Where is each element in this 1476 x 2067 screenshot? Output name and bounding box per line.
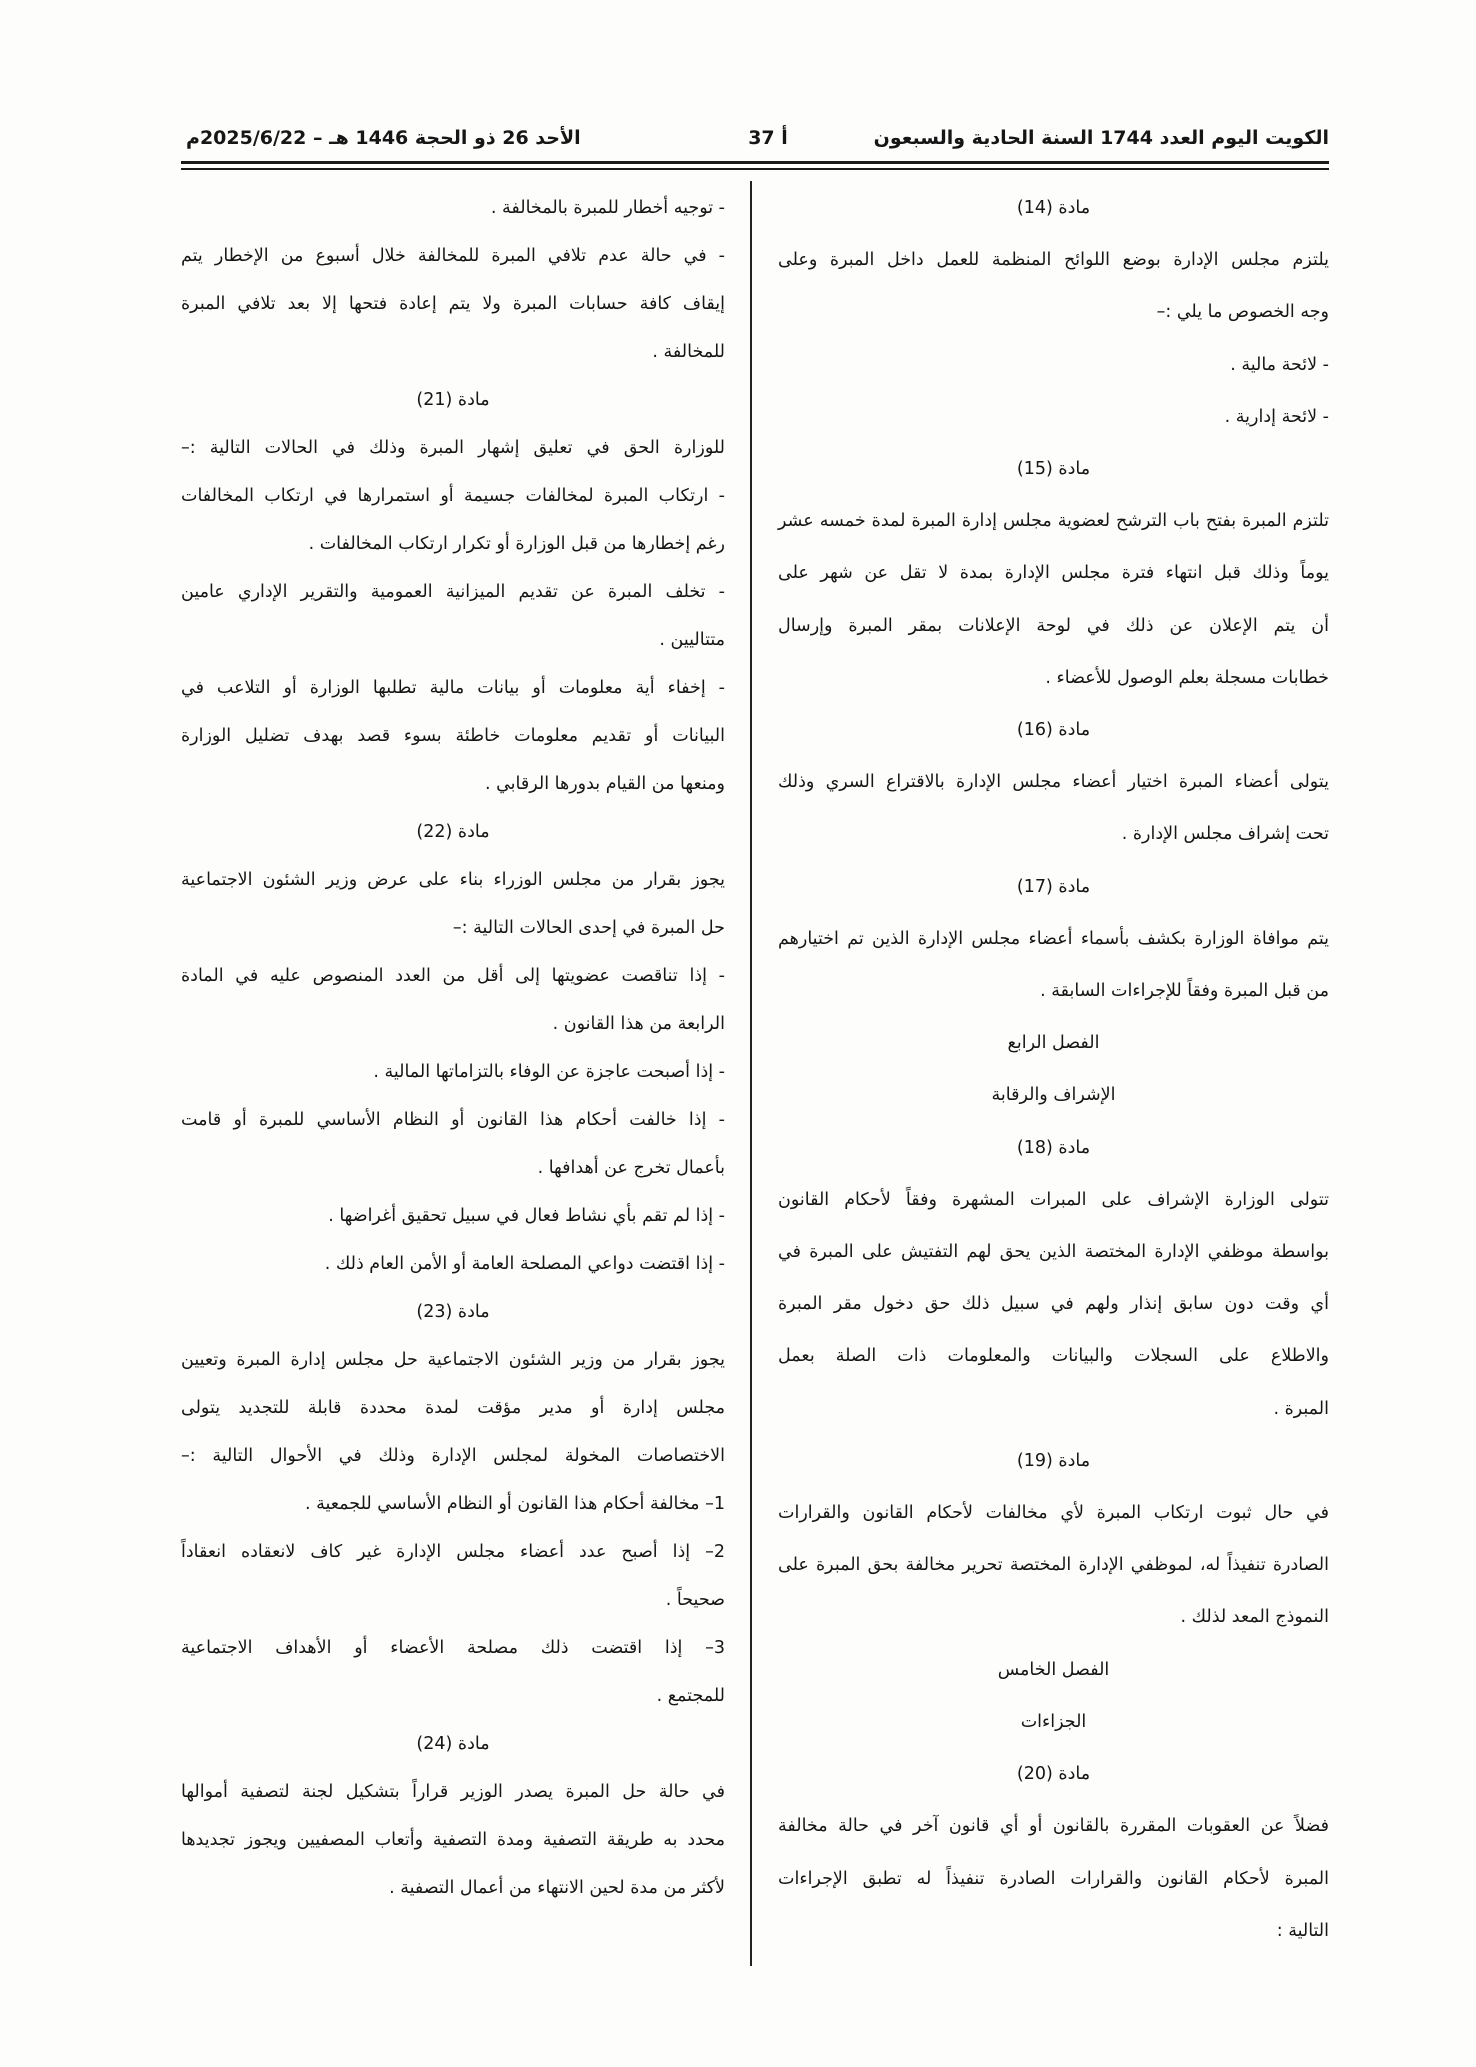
text-line: بأعمال تخرج عن أهدافها . [537,1158,725,1178]
left-column [181,184,725,1912]
list-item: - ارتكاب المبرة لمخالفات جسيمة أو استمرارها في ارتكاب المخالفات [181,486,725,506]
text-line: وجه الخصوص ما يلي :– [1156,302,1329,323]
chapter-title: الإشراف والرقابة [991,1085,1116,1106]
text-line: أن يتم الإعلان عن ذلك في لوحة الإعلانات بمقر المبرة وإرسال [778,615,1329,636]
list-item: - لائحة إدارية . [1224,406,1329,427]
text-line: تحت إشراف مجلس الإدارة . [1121,824,1329,845]
text-line: محدد به طريقة التصفية ومدة التصفية وأتعاب المصفيين ويجوز تجديدها [181,1830,725,1850]
article-heading: مادة (20) [1016,1764,1091,1785]
text-line: النموذج المعد لذلك . [1180,1607,1329,1628]
text-line: الرابعة من هذا القانون . [552,1014,725,1034]
text-line: رغم إخطارها من قبل الوزارة أو تكرار ارتكاب المخالفات . [308,534,725,554]
article-heading: مادة (19) [1016,1450,1091,1471]
text-line: للمجتمع . [656,1686,725,1706]
text-line: المبرة . [1273,1398,1329,1419]
text-line: للوزارة الحق في تعليق إشهار المبرة وذلك في الحالات التالية :– [181,438,725,458]
text-line: يوماً وذلك قبل انتهاء فترة مجلس الإدارة بمدة لا تقل عن شهر على [778,563,1329,584]
article-heading: مادة (18) [1016,1137,1091,1158]
text-line: بواسطة موظفي الإدارة المختصة الذين يحق لهم التفتيش على المبرة في [778,1242,1329,1263]
text-line: خطابات مسجلة بعلم الوصول للأعضاء . [1045,667,1329,688]
header-rule-thick [181,161,1329,164]
numbered-item: 2– إذا أصبح عدد أعضاء مجلس الإدارة غير كاف لانعقاده انعقاداً [181,1542,725,1562]
text-line: لأكثر من مدة لحين الانتهاء من أعمال التصفية . [389,1878,725,1898]
text-line: يتم موافاة الوزارة بكشف بأسماء أعضاء مجلس الإدارة الذين تم اختيارهم [778,928,1329,949]
article-heading: مادة (14) [1016,198,1091,218]
numbered-item: 3– إذا اقتضت ذلك مصلحة الأعضاء أو الأهداف الاجتماعية [181,1638,725,1658]
article-heading: مادة (22) [416,822,490,842]
list-item: - تخلف المبرة عن تقديم الميزانية العمومية والتقرير الإداري عامين [181,582,725,602]
text-line: يجوز بقرار من وزير الشئون الاجتماعية حل مجلس إدارة المبرة وتعيين [181,1350,725,1370]
text-line: أي وقت دون سابق إنذار ولهم في سبيل ذلك حق دخول مقر المبرة [778,1294,1329,1315]
text-line: يجوز بقرار من مجلس الوزراء بناء على عرض وزير الشئون الاجتماعية [181,870,725,890]
article-heading: مادة (16) [1016,720,1091,741]
page-number: أ 37 [748,127,788,149]
chapter-heading: الفصل الرابع [1007,1033,1100,1054]
text-line: الاختصاصات المخولة لمجلس الإدارة وذلك في الأحوال التالية :– [181,1446,725,1466]
text-line: الصادرة تنفيذاً له، لموظفي الإدارة المختصة تحرير مخالفة بحق المبرة على [778,1555,1329,1576]
article-heading: مادة (17) [1016,876,1091,897]
text-line: حل المبرة في إحدى الحالات التالية :– [452,918,725,938]
text-line: يتولى أعضاء المبرة اختيار أعضاء مجلس الإدارة بالاقتراع السري وذلك [778,772,1329,793]
article-heading: مادة (15) [1016,459,1091,480]
text-line: للمخالفة . [652,342,725,362]
list-item: - إذا تناقصت عضويتها إلى أقل من العدد المنصوص عليه في المادة [181,966,725,986]
text-line: يلتزم مجلس الإدارة بوضع اللوائح المنظمة للعمل داخل المبرة وعلى [778,250,1329,271]
chapter-heading: الفصل الخامس [997,1659,1110,1680]
text-line: البيانات أو تقديم معلومات خاطئة بسوء قصد بهدف تضليل الوزارة [181,726,725,746]
text-line: إيقاف كافة حسابات المبرة ولا يتم إعادة فتحها إلا بعد تلافي المبرة [181,294,725,314]
right-column [778,182,1329,1957]
text-line: في حال ثبوت ارتكاب المبرة لأي مخالفات لأحكام القانون والقرارات [778,1503,1329,1524]
issue-info: الكويت اليوم العدد 1744 السنة الحادية والسبعون [873,127,1329,149]
list-item: - إخفاء أية معلومات أو بيانات مالية تطلبها الوزارة أو التلاعب في [181,678,725,698]
text-line: والاطلاع على السجلات والبيانات والمعلومات ذات الصلة بعمل [778,1346,1329,1367]
numbered-item: 1– مخالفة أحكام هذا القانون أو النظام الأساسي للجمعية . [304,1494,725,1514]
text-line: متتاليين . [659,630,725,650]
issue-date: الأحد 26 ذو الحجة 1446 هـ – 2025/6/22م [186,127,581,149]
text-line: المبرة لأحكام القانون والقرارات الصادرة تنفيذاً له تطبق الإجراءات [778,1868,1329,1889]
text-line: تتولى الوزارة الإشراف على المبرات المشهرة وفقاً لأحكام القانون [778,1189,1329,1210]
text-line: ومنعها من القيام بدورها الرقابي . [484,774,725,794]
text-line: من قبل المبرة وفقاً للإجراءات السابقة . [1040,981,1329,1002]
list-item: - إذا اقتضت دواعي المصلحة العامة أو الأمن العام ذلك . [324,1254,725,1274]
text-line: في حالة حل المبرة يصدر الوزير قراراً بتشكيل لجنة لتصفية أموالها [181,1782,725,1802]
article-heading: مادة (23) [416,1302,490,1322]
text-line: تلتزم المبرة بفتح باب الترشح لعضوية مجلس إدارة المبرة لمدة خمسه عشر [778,511,1329,532]
list-item: - في حالة عدم تلافي المبرة للمخالفة خلال أسبوع من الإخطار يتم [181,246,725,266]
column-divider [750,181,752,1966]
list-item: - إذا خالفت أحكام هذا القانون أو النظام الأساسي للمبرة أو قامت [181,1110,725,1130]
header-rule-thin [181,168,1329,170]
chapter-title: الجزاءات [1020,1711,1087,1732]
list-item: - لائحة مالية . [1230,354,1329,375]
text-line: مجلس إدارة أو مدير مؤقت لمدة محددة قابلة للتجديد يتولى [181,1398,725,1418]
text-line: التالية : [1276,1920,1329,1941]
text-line: فضلاً عن العقوبات المقررة بالقانون أو أي قانون آخر في حالة مخالفة [778,1816,1329,1837]
article-heading: مادة (24) [416,1734,490,1754]
list-item: - إذا لم تقم بأي نشاط فعال في سبيل تحقيق أغراضها . [328,1206,725,1226]
list-item: - إذا أصبحت عاجزة عن الوفاء بالتزاماتها المالية . [373,1062,725,1082]
text-line: صحيحاً . [665,1590,725,1610]
list-item: - توجيه أخطار للمبرة بالمخالفة . [490,198,725,218]
article-heading: مادة (21) [416,390,490,410]
